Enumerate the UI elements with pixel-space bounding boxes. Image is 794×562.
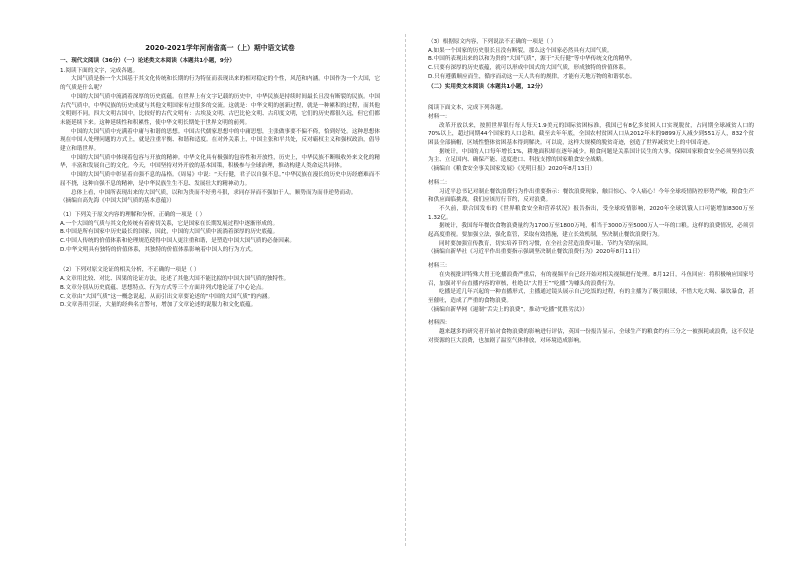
question-2-option-b[interactable]: B.文章分别从历史底蕴、思想特点、行为方式等三个方面并列式地论证了中心论点。 (60, 284, 267, 291)
material-3-paragraph: 吃播是近几年兴起的一种直播形式，主播通过镜头展示自己吃饭的过程，有的主播为了吸引眼球，不惜大吃大喝、暴饮暴食，甚至催吐，造成了严重的食物浪费。 (428, 289, 754, 304)
section-2-heading: （二）实用类文本阅读（本题共1小题，12分） (428, 83, 546, 90)
question-1-option-c[interactable]: C.中国人传统的价值体系和伦理规范使得中国人更注重和谐，是塑造中国大国气质的必备因素。 (60, 238, 296, 245)
passage-paragraph: 总体上看，中国所表现出来的大国气质，以和为贵而不好勇斗狠，求同存异而不强加于人，顺势而为而非逆势而动。 (71, 189, 357, 196)
question-2-option-d[interactable]: D.文章善用引证，大量的经典名言警句，增加了文章论述的说服力和文化底蕴。 (60, 302, 257, 309)
question-2-option-c[interactable]: C.文章由“大国气质”这一概念说起，从而引出文章要论述的“中国的大国气质”的内涵。 (60, 293, 274, 300)
passage-source: （摘编自高先海《中国大国气质的基本意蕴》） (60, 198, 175, 205)
material-2-paragraph: 不久前，联合国发布的《世界粮食安全和营养状况》报告指出，受全球疫情影响，2020年全球饥饿人口可能增加8300万至1.32亿。 (428, 205, 754, 221)
material-3-paragraph: 在央视批评特殊大胃王吃播浪费严重后，有的视频平台已经开始对相关视频进行处理。8月12日，斗鱼回应：将积极响应国家号召，加强对平台直播内容的审核，杜绝以“大胃王”“吃播”为噱头的浪费行为。 (428, 271, 754, 287)
passage-paragraph: 中国的大国气质中彰显着自强不息的品格。《周易》中说：“天行健，君子以自强不息。”中华民族在漫长的历史中历经磨难而不屈不挠，这种自强不息的精神，是中华民族生生不息、发展壮大的精神动力。 (60, 172, 380, 187)
material-1-source: （摘编自《粮食安全事关国家发展》《光明日报》2020年8月13日） (428, 166, 596, 173)
question-3-option-a[interactable]: A.如果一个国家的历史很长且没有断裂，那么这个国家必然具有大国气质。 (428, 47, 613, 54)
right-column (428, 38, 754, 554)
exam-title: 2020-2021学年河南省高一（上）期中语文试卷 (145, 44, 295, 52)
instruction-2: 阅读下面文本，完成下列各题。 (428, 105, 507, 112)
question-1-stem: （1）下列关于原文内容的理解和分析，正确的一项是（ ） (60, 211, 206, 218)
question-1-option-b[interactable]: B.中国是所有国家中历史最长的国家，因此，中国的大国气质中流淌着深厚的历史底蕴。 (60, 229, 279, 236)
passage-paragraph: 大国气质是指一个大国基于其文化传统和长期的行为特征而表现出来的相对稳定的个性，风范和内涵。中国作为一个大国，它的气质是什么呢？ (60, 76, 380, 92)
material-2-paragraph: 同时要加强宣传教育，切实培养节约习惯，在全社会营造浪费可耻、节约为荣的氛围。 (439, 240, 652, 247)
material-2-label: 材料二： (428, 179, 451, 186)
material-3-label: 材料三： (428, 263, 451, 270)
question-3-stem: （3）根据原文内容，下列说法不正确的一项是（ ） (428, 39, 557, 45)
question-3-option-d[interactable]: D.只有遵循顺应而生，循序而动这一天人共有的规律，才能有天地万物的和谐状态。 (428, 73, 636, 80)
material-1-label: 材料一： (428, 113, 451, 120)
passage-paragraph: 中国的大国气质中体现着包容与开放的精神。中华文化具有极强的包容性和开放性，历史上，中华民族不断吸收外来文化的精华，丰富和发展自己的文化。今天，中国坚持对外开放的基本国策，积极参与全球治理，推动构建人类命运共同体。 (60, 154, 380, 170)
question-1-option-a[interactable]: A.一个大国的气质与其文化传统有着密切关系，它是国家在长期发展过程中逐渐形成的。 (60, 220, 279, 227)
question-3-option-c[interactable]: C.只要有深厚的历史底蕴，就可以形成中国式的大国气质，形成独特的价值体系。 (428, 65, 630, 72)
question-2-option-a[interactable]: A.文章用比较、对比、因果的论证方法，论述了其他大国不能比拟的中国大国气质的独特性。 (60, 276, 290, 283)
left-column (60, 38, 380, 544)
question-1-option-d[interactable]: D.中华文明具有独特的价值体系，其独特的价值体系影响着中国人的行为方式。 (60, 246, 257, 253)
material-2-source: （摘编自新华社《习近平作出重要指示强调坚决制止餐饮浪费行为》2020年8月11日） (428, 249, 644, 256)
passage-paragraph: 中国的大国气质中流淌着深厚的历史底蕴。在世界上有文字记载的历史中，中华民族是持续时间最长且没有断裂的民族。中国古代气质中，中华民族的历史成就与其他文明国家有过很多的交流。这就是：中华文明的创新过程，就是一种累积的过程，而其他文明则不同。四大文明古国中，比较好的古代文明有：古埃及文明、古巴比伦文明、古印度文明，它们的历史都很久远，但它们都未能延续下来。这种延续性和积累性，使中华文明长期处于世界文明的前列。 (60, 93, 380, 126)
column-divider (405, 34, 406, 546)
section-heading: 一、现代文阅读（36分）（一）论述类文本阅读（本题共1小题，9分） (60, 58, 235, 64)
passage-paragraph: 中国的大国气质中充满着中庸与和谐的思想。中国古代儒家思想中的中庸思想，主张做事要不偏不倚，恰到好处。这种思想体现在中国人处理问题的方式上，就是注重平衡、和谐和适度。在对外关系上，中国主张和平共处，反对霸权主义和强权政治，倡导建立和谐世界。 (60, 128, 380, 153)
material-2-paragraph: 据统计，我国每年餐饮食物浪费量约为1700万至1800万吨，相当于3000万至5000万人一年的口粮。这样的浪费情况，必须引起高度重视。要加强立法，强化监管，采取有效措施，建立长效机制，坚决制止餐饮浪费行为。 (428, 223, 754, 239)
material-1-paragraph: 改革开放以来，按照世界银行每人每天1.9美元的国际贫困标准，我国已有8亿多贫困人口实现脱贫，占同期全球减贫人口的70%以上，超过同期44个国家的人口总和。截至去年年底，全国农村贫困人口从2012年末的9899万人减少到551万人，832个贫困县全部摘帽，区域性整体贫困基本得到解决。可以说，这样大规模的脱贫奇迹，创造了世界减贫史上的中国奇迹。 (428, 122, 754, 147)
question-2-stem: （2）下列对原文论证的相关分析，不正确的一项是（ ） (60, 267, 200, 274)
material-2-paragraph: 习近平总书记对制止餐饮浪费行为作出重要指示：餐饮浪费现象，触目惊心、令人痛心！今年全球疫情防控形势严峻，粮食生产和供应面临挑战，我们应该厉行节约，反对浪费。 (428, 188, 754, 204)
material-3-source: （摘编自新华网《遏制“舌尖上的浪费”，推动“吃播”优胜劣汰》） (428, 306, 588, 313)
material-4-paragraph: 越来越多的研究者开始对食物浪费的影响进行评估，英国一份报告显示，全球生产的粮食约有三分之一被损耗或浪费，这不仅是对资源的巨大浪费，也加剧了温室气体排放，对环境造成影响。 (428, 329, 754, 344)
material-4-label: 材料四： (428, 320, 451, 327)
instruction: 1.阅读下面的文字，完成各题。 (60, 67, 139, 74)
material-1-paragraph: 据统计，中国的人口每年增长1%，耕地面积却在逐年减少。粮食问题是关系国计民生的大事，保障国家粮食安全必须坚持以我为主、立足国内、确保产能、适度进口、科技支撑的国家粮食安全战略。 (428, 148, 754, 164)
question-3-option-b[interactable]: B.中国所表现出来的以和为贵的“大国气质”，源于“天行健”等中华传统文化的精华。 (428, 56, 636, 63)
